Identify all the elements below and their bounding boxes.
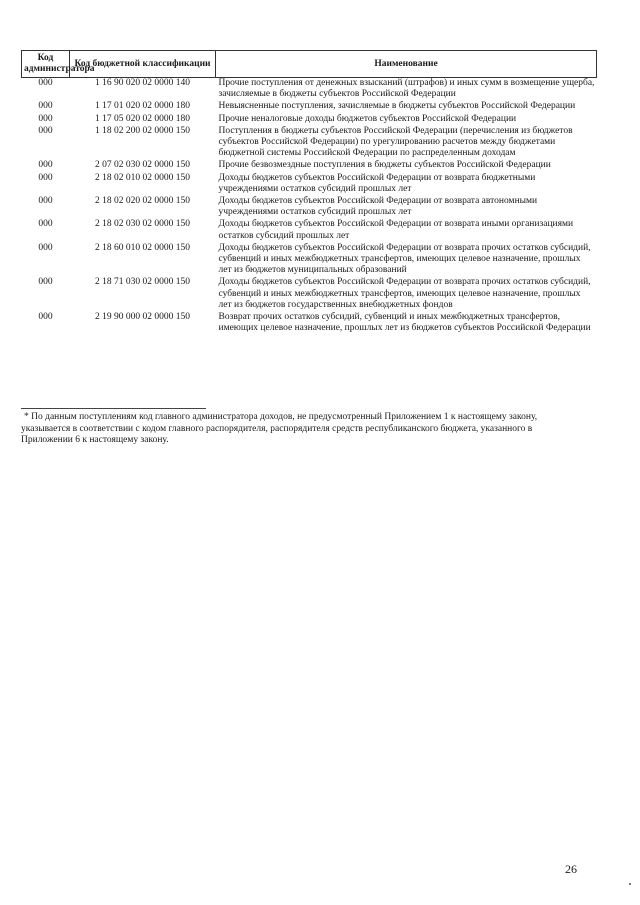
table-row	[22, 126, 597, 161]
name-cell: Прочие неналоговые доходы бюджетов субъектов Российской Федерации	[218, 113, 517, 124]
footnote-divider	[21, 408, 206, 409]
admin-code-cell: 000	[38, 78, 53, 88]
table-body	[22, 78, 597, 336]
name-cell: Прочие безвозмездные поступления в бюджеты субъектов Российской Федерации	[218, 160, 551, 171]
budget-code-cell: 2 19 90 000 02 0000 150	[95, 312, 190, 323]
admin-code-cell: 000	[38, 312, 53, 323]
name-cell: Возврат прочих остатков субсидий, субвенций и иных межбюджетных трансфертов, имеющих целевое назначение, прошлых лет из бюджетов субъектов Российской Федерации	[218, 312, 591, 334]
admin-code-cell: 000	[38, 277, 53, 288]
table-row	[22, 243, 597, 278]
admin-code-cell: 000	[38, 113, 53, 124]
budget-code-cell: 1 18 02 200 02 0000 150	[95, 125, 190, 136]
table-row	[22, 196, 597, 219]
admin-code-cell: 000	[38, 160, 53, 171]
name-cell: Доходы бюджетов субъектов Российской Федерации от возврата прочих остатков субсидий, субвенций и иных межбюджетных трансфертов, имеющих целевое назначение, прошлых лет из бюджетов государственных внебюджетных фондов	[218, 277, 591, 310]
name-cell: Доходы бюджетов субъектов Российской Федерации от возврата иными организациями остатков субсидий прошлых лет	[218, 219, 574, 241]
admin-code-cell: 000	[38, 242, 53, 253]
revenue-codes-table	[21, 50, 597, 335]
name-cell: Доходы бюджетов субъектов Российской Федерации от возврата автономными учреждениями остатков субсидий прошлых лет	[218, 196, 538, 218]
budget-code-cell: 2 18 60 010 02 0000 150	[95, 242, 190, 253]
table-row	[22, 219, 597, 242]
page-number: 26	[565, 862, 577, 876]
admin-code-cell: 000	[38, 219, 53, 230]
table-row	[22, 114, 597, 126]
header-budget-code: Код бюджетной классификации	[70, 51, 216, 78]
budget-code-cell: 1 17 01 020 02 0000 180	[95, 101, 190, 112]
name-cell: Прочие поступления от денежных взысканий (штрафов) и иных сумм в возмещение ущерба, зачисляемые в бюджеты субъектов Российской Федерации	[218, 78, 595, 100]
table-row	[22, 101, 597, 113]
table-row	[22, 78, 597, 102]
header-name: Наименование	[216, 51, 597, 78]
budget-code-cell: 2 18 71 030 02 0000 150	[95, 277, 190, 288]
budget-code-cell: 1 16 90 020 02 0000 140	[95, 78, 190, 88]
budget-code-cell: 2 18 02 030 02 0000 150	[95, 219, 190, 230]
table-row	[22, 173, 597, 196]
table-row	[22, 160, 597, 172]
budget-code-cell: 2 18 02 020 02 0000 150	[95, 196, 190, 207]
admin-code-cell: 000	[38, 172, 53, 183]
scan-mark	[629, 883, 631, 885]
admin-code-cell: 000	[38, 196, 53, 207]
budget-code-cell: 1 17 05 020 02 0000 180	[95, 113, 190, 124]
admin-code-cell: 000	[38, 125, 53, 136]
admin-code-cell: 000	[38, 101, 53, 112]
budget-code-cell: 2 07 02 030 02 0000 150	[95, 160, 190, 171]
table-row	[22, 277, 597, 312]
name-cell: Невыясненные поступления, зачисляемые в бюджеты субъектов Российской Федерации	[218, 101, 576, 112]
table-header-row	[22, 51, 597, 78]
budget-code-cell: 2 18 02 010 02 0000 150	[95, 172, 190, 183]
header-admin-code: Код администратора	[22, 51, 70, 78]
table-row	[22, 312, 597, 335]
name-cell: Поступления в бюджеты субъектов Российской Федерации (перечисления из бюджетов субъектов Российской Федерации) по урегулированию расчетов между бюджетами бюджетной системы Российской Федерации по распределенным доходам	[218, 125, 573, 159]
name-cell: Доходы бюджетов субъектов Российской Федерации от возврата бюджетными учреждениями остатков субсидий прошлых лет	[218, 172, 536, 194]
name-cell: Доходы бюджетов субъектов Российской Федерации от возврата прочих остатков субсидий, субвенций и иных межбюджетных трансфертов, имеющих целевое назначение, прошлых лет из бюджетов муниципальных образований	[218, 242, 591, 276]
footnote: * По данным поступлениям код главного администратора доходов, не предусмотренный Приложением 1 к настоящему закону, указывается в соответствии с кодом главного распорядителя, распорядителя средств республиканского бюджета, указанного в Приложении 6 к настоящему закону.	[21, 412, 538, 445]
